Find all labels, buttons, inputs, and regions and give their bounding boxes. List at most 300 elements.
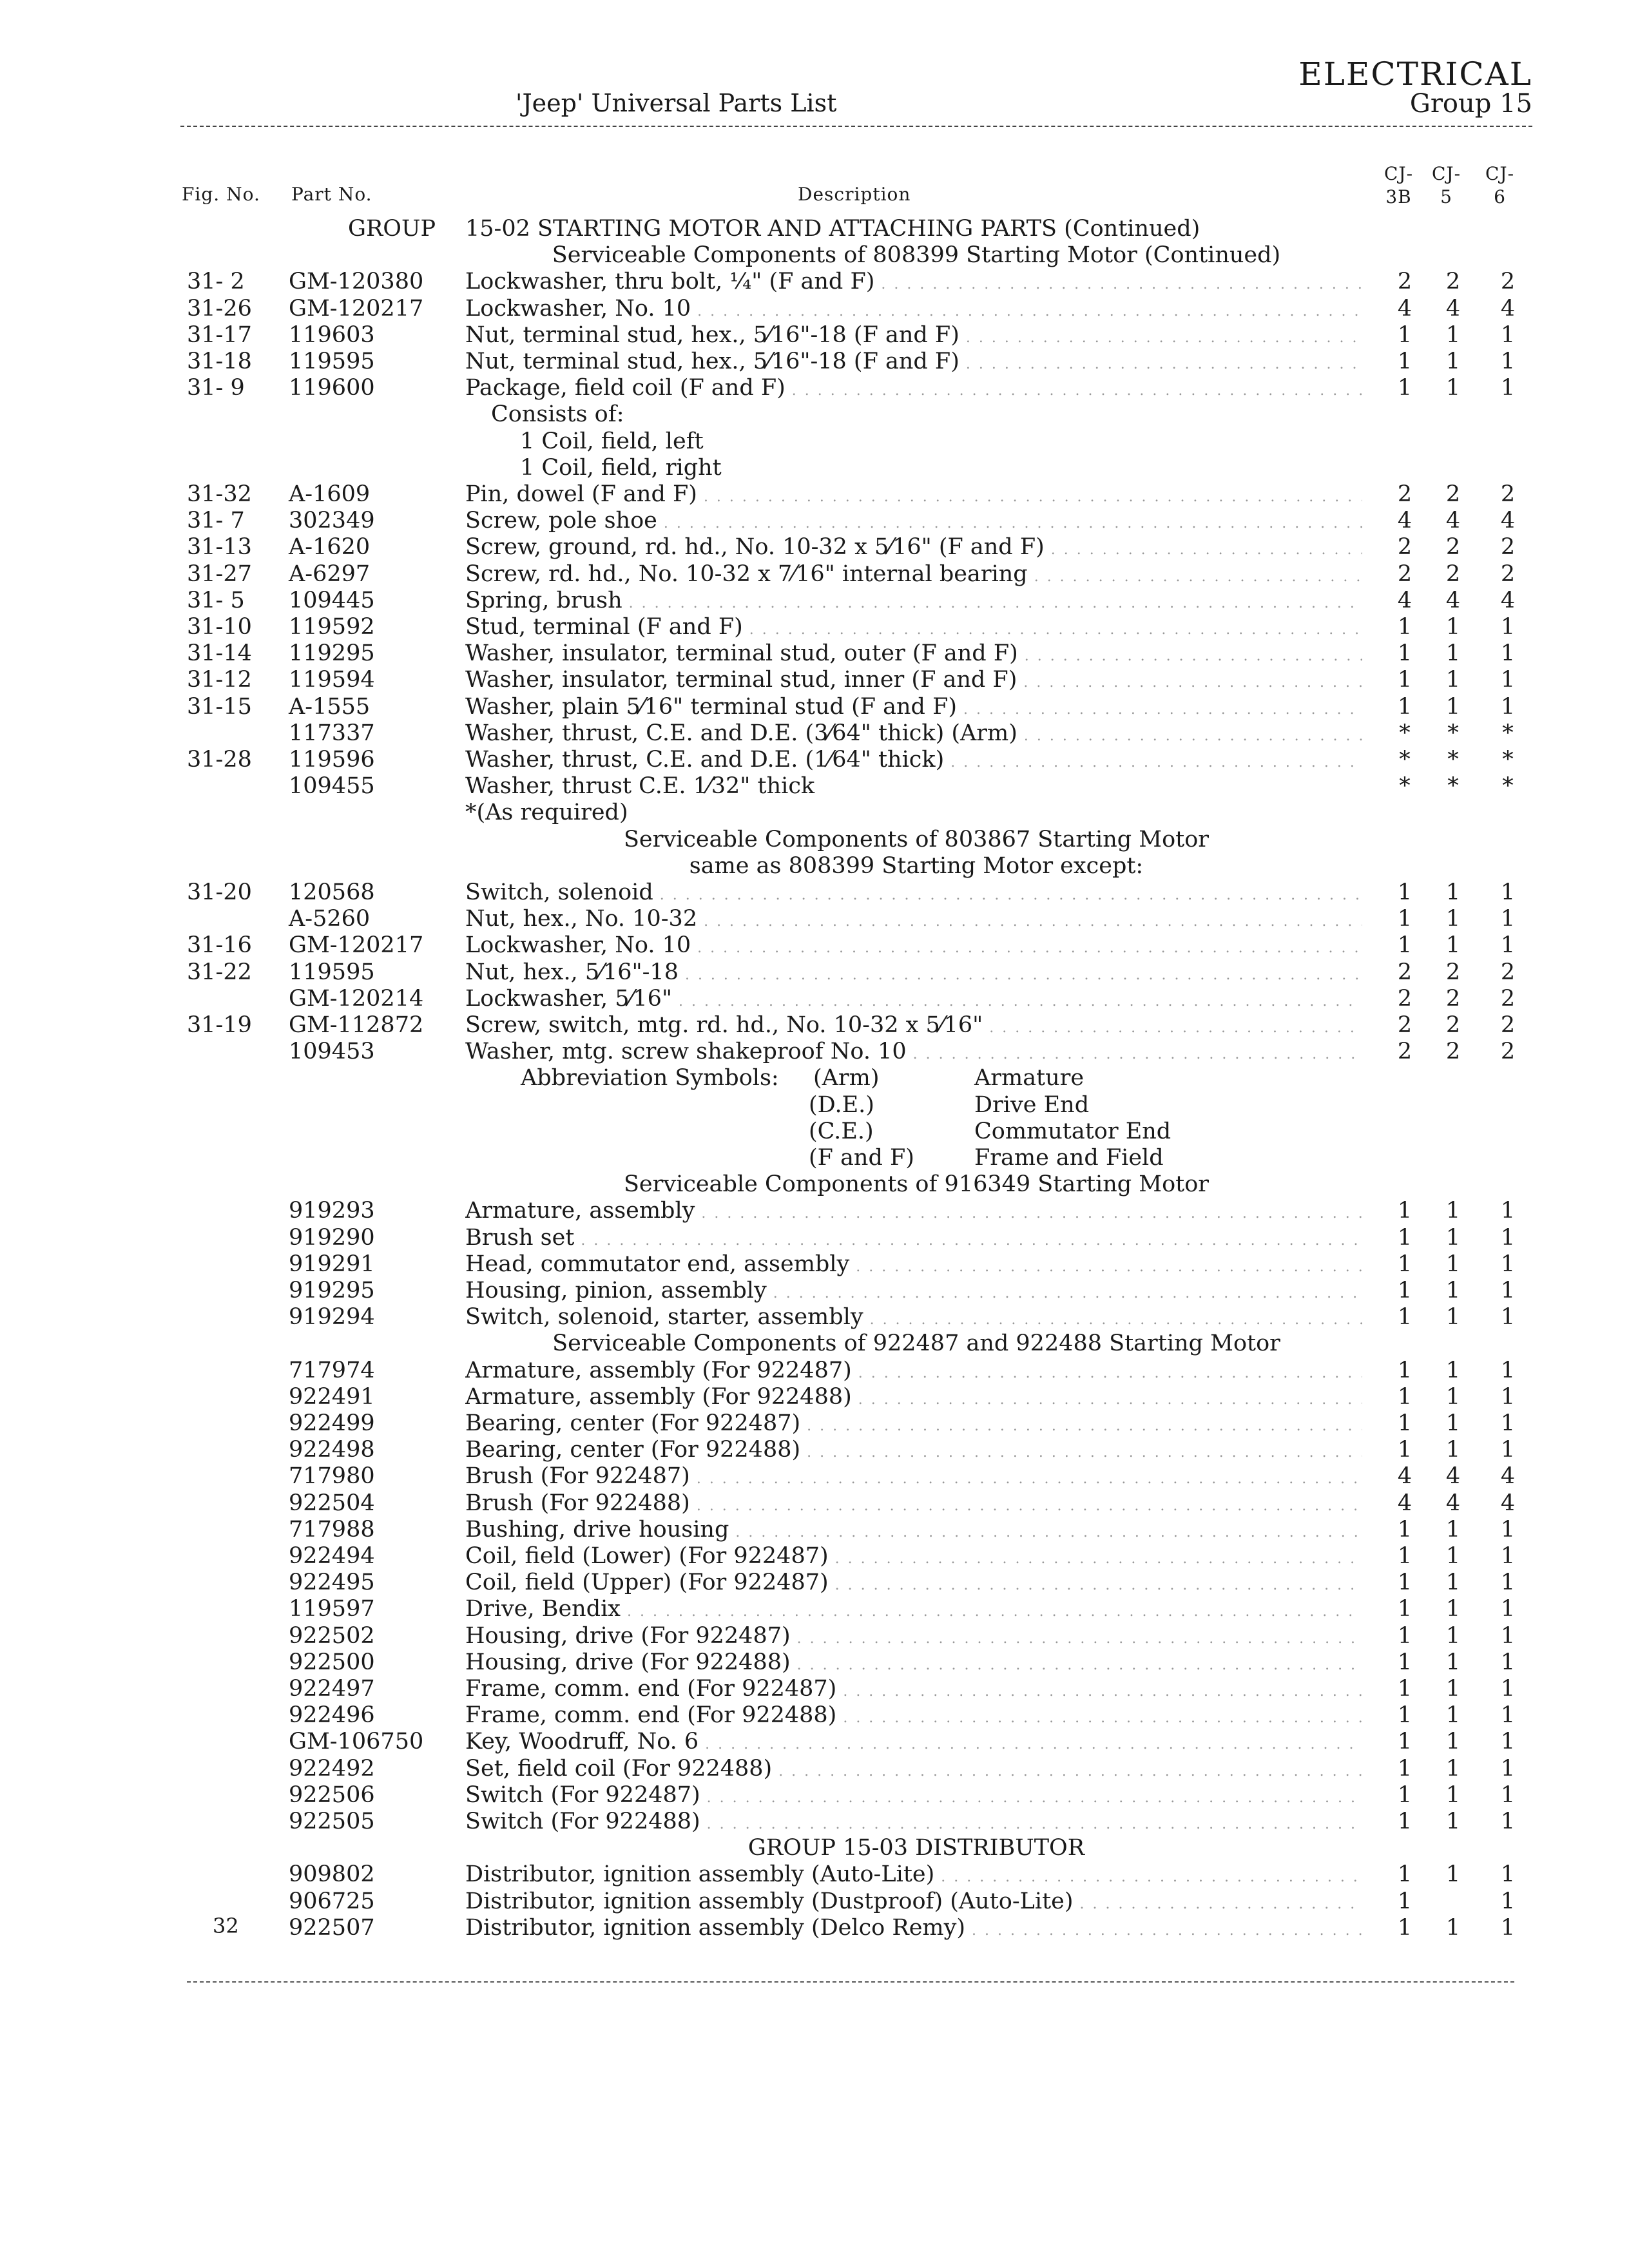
part-description: Washer, thrust, C.E. and D.E. (1⁄64" thick) . . .: [465, 747, 1362, 776]
part-description: Package, field coil (F and F) . . .: [465, 375, 1362, 404]
quantity-cj3b: 1: [1397, 1570, 1412, 1596]
quantity-cj6: *: [1502, 720, 1514, 746]
part-description: 1 Coil, field, right: [520, 454, 722, 481]
fig-number: 31-18: [187, 349, 252, 374]
part-number: 922496: [289, 1702, 375, 1729]
table-row: [0, 720, 1629, 746]
part-description: Washer, plain 5⁄16" terminal stud (F and F) . . .: [465, 694, 1362, 723]
part-description: Armature, assembly . . .: [465, 1198, 1362, 1227]
quantity-cj3b: 1: [1397, 932, 1412, 959]
part-number: 119596: [289, 747, 375, 773]
quantity-cj3b: 1: [1397, 879, 1412, 905]
part-number: 119594: [289, 667, 375, 693]
quantity-cj6: 1: [1500, 1782, 1516, 1808]
quantity-cj6: 1: [1500, 1251, 1516, 1277]
description-note: [0, 455, 1629, 481]
quantity-cj5: 1: [1445, 1357, 1461, 1383]
part-number: 119600: [289, 375, 375, 401]
quantity-cj3b: 2: [1397, 534, 1412, 561]
table-row: [0, 534, 1629, 560]
part-description: Lockwasher, 5⁄16" . . .: [465, 986, 1362, 1015]
description-note: [0, 428, 1629, 454]
quantity-cj6: 1: [1500, 640, 1516, 667]
quantity-cj3b: 1: [1397, 1914, 1412, 1941]
quantity-cj5: 1: [1445, 1543, 1461, 1569]
part-number: 909802: [289, 1861, 375, 1888]
quantity-cj5: *: [1447, 720, 1459, 746]
fig-number: 31- 2: [187, 269, 245, 295]
quantity-cj6: 1: [1500, 1224, 1516, 1251]
table-row: [0, 1756, 1629, 1782]
table-row: [0, 1649, 1629, 1675]
part-description: Lockwasher, thru bolt, ¼" (F and F) . . .: [465, 269, 1362, 298]
table-row: [0, 349, 1629, 374]
table-row: [0, 1888, 1629, 1914]
table-row: [0, 1596, 1629, 1622]
quantity-cj6: 2: [1500, 985, 1516, 1012]
table-row: [0, 322, 1629, 348]
part-number: A-6297: [289, 561, 371, 587]
part-description: Drive, Bendix . . .: [465, 1596, 1362, 1625]
part-description: Serviceable Components of 803867 Starting Motor: [623, 826, 1210, 852]
column-part-no: Part No.: [291, 184, 372, 205]
table-row: [0, 640, 1629, 666]
part-description: Head, commutator end, assembly . . .: [465, 1251, 1362, 1280]
table-row: [0, 375, 1629, 401]
quantity-cj6: *: [1502, 747, 1514, 773]
quantity-cj3b: *: [1399, 773, 1411, 800]
part-number: 922495: [289, 1570, 375, 1596]
quantity-cj3b: 1: [1397, 1410, 1412, 1436]
quantity-cj6: 2: [1500, 1012, 1516, 1038]
part-description: Lockwasher, No. 10 . . .: [465, 932, 1362, 961]
part-number: GROUP: [348, 216, 436, 242]
table-row: [0, 1517, 1629, 1542]
quantity-cj3b: *: [1399, 720, 1411, 746]
quantity-cj6: 1: [1500, 1702, 1516, 1729]
column-cj3b: CJ- 3B: [1384, 163, 1414, 207]
part-description: Lockwasher, No. 10 . . .: [465, 296, 1362, 325]
table-row: [0, 1543, 1629, 1569]
quantity-cj3b: 1: [1397, 1543, 1412, 1569]
part-description: Serviceable Components of 916349 Starting Motor: [623, 1171, 1210, 1198]
quantity-cj6: 2: [1500, 534, 1516, 561]
quantity-cj5: 4: [1445, 295, 1461, 322]
part-number: 109445: [289, 587, 375, 613]
quantity-cj6: 4: [1500, 1463, 1516, 1490]
part-number: 922497: [289, 1676, 375, 1702]
section-heading: [0, 1171, 1629, 1197]
table-row: [0, 1384, 1629, 1410]
quantity-cj6: 1: [1500, 693, 1516, 720]
table-row: [0, 1437, 1629, 1463]
quantity-cj6: 1: [1500, 1861, 1516, 1888]
quantity-cj6: 1: [1500, 1649, 1516, 1675]
footer-divider: [187, 1981, 1514, 1983]
quantity-cj3b: 1: [1397, 1251, 1412, 1277]
quantity-cj5: 1: [1445, 640, 1461, 667]
table-row: [0, 1623, 1629, 1649]
quantity-cj3b: 1: [1397, 906, 1412, 932]
quantity-cj5: 1: [1445, 906, 1461, 932]
quantity-cj5: 1: [1445, 375, 1461, 401]
quantity-cj3b: 1: [1397, 640, 1412, 667]
document-title: 'Jeep' Universal Parts List: [516, 89, 837, 117]
part-description: Housing, drive (For 922488) . . .: [465, 1649, 1362, 1678]
part-number: 919290: [289, 1224, 375, 1251]
quantity-cj5: 1: [1445, 1861, 1461, 1888]
part-description: Set, field coil (For 922488) . . .: [465, 1756, 1362, 1785]
part-description: Brush set . . .: [465, 1225, 1362, 1254]
part-number: 922506: [289, 1782, 375, 1808]
quantity-cj5: 1: [1445, 349, 1461, 374]
part-description: *(As required): [465, 800, 628, 826]
quantity-cj6: 1: [1500, 667, 1516, 693]
part-number: GM-120217: [289, 932, 424, 959]
part-number: 717980: [289, 1463, 375, 1490]
quantity-cj3b: 2: [1397, 985, 1412, 1012]
quantity-cj5: 2: [1445, 985, 1461, 1012]
table-row: [0, 1782, 1629, 1808]
part-description: Frame, comm. end (For 922488) . . .: [465, 1702, 1362, 1731]
part-number: 922492: [289, 1755, 375, 1782]
part-number: 119595: [289, 349, 375, 374]
quantity-cj6: 1: [1500, 1543, 1516, 1569]
part-description: Nut, terminal stud, hex., 5⁄16"-18 (F and F) . . .: [465, 349, 1362, 378]
quantity-cj5: 1: [1445, 932, 1461, 959]
quantity-cj5: 1: [1445, 1383, 1461, 1410]
part-description: Bushing, drive housing . . .: [465, 1517, 1362, 1546]
quantity-cj3b: 1: [1397, 1516, 1412, 1542]
quantity-cj5: 4: [1445, 508, 1461, 534]
part-number: GM-112872: [289, 1012, 424, 1038]
quantity-cj6: 4: [1500, 508, 1516, 534]
quantity-cj3b: 2: [1397, 269, 1412, 295]
part-description: 1 Coil, field, left: [520, 428, 704, 454]
quantity-cj5: 2: [1445, 481, 1461, 507]
quantity-cj6: 4: [1500, 587, 1516, 613]
quantity-cj6: 1: [1500, 1888, 1516, 1914]
quantity-cj3b: 1: [1397, 693, 1412, 720]
quantity-cj3b: 1: [1397, 375, 1412, 401]
header-divider: [180, 126, 1532, 127]
quantity-cj6: 1: [1500, 1914, 1516, 1941]
quantity-cj3b: 1: [1397, 1224, 1412, 1251]
fig-number: 31-16: [187, 932, 252, 959]
quantity-cj6: 1: [1500, 1570, 1516, 1596]
fig-number: 31-12: [187, 667, 252, 693]
part-description: Housing, drive (For 922487) . . .: [465, 1623, 1362, 1652]
fig-number: 31-14: [187, 640, 252, 667]
part-description: Bearing, center (For 922487) . . .: [465, 1410, 1362, 1439]
quantity-cj5: 1: [1445, 1755, 1461, 1782]
part-number: GM-106750: [289, 1729, 424, 1755]
abbreviation-symbol: (Arm): [813, 1065, 880, 1091]
table-row: [0, 906, 1629, 932]
quantity-cj5: 1: [1445, 1649, 1461, 1675]
quantity-cj3b: 2: [1397, 1012, 1412, 1038]
quantity-cj6: 1: [1500, 879, 1516, 905]
part-description: Pin, dowel (F and F) . . .: [465, 481, 1362, 510]
fig-number: 31-32: [187, 481, 252, 507]
abbreviation-meaning: Armature: [974, 1065, 1084, 1091]
quantity-cj3b: 1: [1397, 1198, 1412, 1224]
quantity-cj5: 2: [1445, 1012, 1461, 1038]
part-description: Washer, mtg. screw shakeproof No. 10 . . .: [465, 1039, 1362, 1068]
quantity-cj6: 2: [1500, 959, 1516, 985]
part-number: 119295: [289, 640, 375, 667]
part-number: A-1609: [289, 481, 371, 507]
table-row: [0, 1729, 1629, 1754]
part-number: 119597: [289, 1596, 375, 1622]
fig-number: 31- 5: [187, 587, 245, 613]
table-row: [0, 1225, 1629, 1251]
quantity-cj3b: 1: [1397, 1729, 1412, 1755]
fig-number: 31-15: [187, 693, 252, 720]
abbreviation-symbol: (F and F): [809, 1145, 914, 1171]
part-number: 717974: [289, 1357, 375, 1383]
quantity-cj3b: 1: [1397, 349, 1412, 374]
abbreviation-meaning: Frame and Field: [974, 1145, 1164, 1171]
quantity-cj6: 2: [1500, 561, 1516, 587]
part-description: 15-02 STARTING MOTOR AND ATTACHING PARTS (Continued): [465, 216, 1200, 242]
quantity-cj5: 1: [1445, 879, 1461, 905]
part-description: Brush (For 922487) . . .: [465, 1463, 1362, 1492]
quantity-cj3b: 1: [1397, 1861, 1412, 1888]
quantity-cj5: 1: [1445, 1596, 1461, 1622]
part-description: Distributor, ignition assembly (Dustproof) (Auto-Lite) . . .: [465, 1888, 1362, 1917]
description-note: [0, 800, 1629, 825]
quantity-cj3b: 1: [1397, 1782, 1412, 1808]
quantity-cj6: 1: [1500, 1410, 1516, 1436]
quantity-cj3b: 1: [1397, 1596, 1412, 1622]
quantity-cj3b: 2: [1397, 959, 1412, 985]
abbreviation-label: Abbreviation Symbols:: [521, 1065, 779, 1091]
table-row: [0, 1251, 1629, 1277]
group-label: Group 15: [1409, 89, 1532, 119]
part-description: Screw, rd. hd., No. 10-32 x 7⁄16" internal bearing . . .: [465, 561, 1362, 590]
table-row: [0, 1702, 1629, 1728]
quantity-cj5: 1: [1445, 1914, 1461, 1941]
quantity-cj6: 1: [1500, 1516, 1516, 1542]
fig-number: 31-10: [187, 614, 252, 640]
table-row: [0, 747, 1629, 773]
part-description: Switch (For 922488) . . .: [465, 1809, 1362, 1838]
part-description: Frame, comm. end (For 922487) . . .: [465, 1676, 1362, 1705]
quantity-cj3b: 1: [1397, 1809, 1412, 1834]
quantity-cj3b: 4: [1397, 1463, 1412, 1490]
quantity-cj5: 2: [1445, 534, 1461, 561]
quantity-cj6: 1: [1500, 1357, 1516, 1383]
quantity-cj6: 2: [1500, 481, 1516, 507]
part-description: Bearing, center (For 922488) . . .: [465, 1437, 1362, 1466]
part-number: 922498: [289, 1437, 375, 1463]
quantity-cj5: 4: [1445, 587, 1461, 613]
quantity-cj6: 1: [1500, 614, 1516, 640]
part-description: Serviceable Components of 808399 Starting Motor (Continued): [552, 242, 1281, 269]
part-number: 922505: [289, 1809, 375, 1834]
quantity-cj5: 1: [1445, 1729, 1461, 1755]
quantity-cj5: 1: [1445, 1278, 1461, 1303]
part-number: 922507: [289, 1914, 375, 1941]
quantity-cj5: 1: [1445, 614, 1461, 640]
table-row: [0, 694, 1629, 720]
part-number: 119595: [289, 959, 375, 985]
part-description: Spring, brush . . .: [465, 588, 1362, 617]
quantity-cj3b: 1: [1397, 614, 1412, 640]
part-number: 922494: [289, 1543, 375, 1569]
quantity-cj6: 1: [1500, 932, 1516, 959]
part-description: Coil, field (Upper) (For 922487) . . .: [465, 1570, 1362, 1599]
quantity-cj3b: 1: [1397, 667, 1412, 693]
table-row: [0, 1676, 1629, 1702]
quantity-cj5: *: [1447, 747, 1459, 773]
quantity-cj5: 2: [1445, 959, 1461, 985]
part-number: 117337: [289, 720, 375, 746]
quantity-cj6: 1: [1500, 1198, 1516, 1224]
part-number: 120568: [289, 879, 375, 905]
quantity-cj5: 1: [1445, 1437, 1461, 1463]
part-description: Switch (For 922487) . . .: [465, 1782, 1362, 1811]
table-row: [0, 1915, 1629, 1941]
table-row: [0, 1278, 1629, 1303]
part-description: Nut, hex., No. 10-32 . . .: [465, 906, 1362, 935]
quantity-cj3b: 1: [1397, 1437, 1412, 1463]
part-description: Screw, ground, rd. hd., No. 10-32 x 5⁄16" (F and F) . . .: [465, 534, 1362, 563]
part-description: Distributor, ignition assembly (Delco Remy) . . .: [465, 1915, 1362, 1944]
quantity-cj6: 4: [1500, 1490, 1516, 1516]
section-heading: [0, 216, 1629, 242]
table-row: [0, 773, 1629, 799]
quantity-cj5: 1: [1445, 1570, 1461, 1596]
quantity-cj6: 2: [1500, 269, 1516, 295]
quantity-cj3b: 1: [1397, 1702, 1412, 1729]
quantity-cj5: 1: [1445, 1676, 1461, 1702]
quantity-cj5: 1: [1445, 1410, 1461, 1436]
part-number: 119603: [289, 322, 375, 348]
part-description: Screw, pole shoe . . .: [465, 508, 1362, 537]
fig-number: 31-22: [187, 959, 252, 985]
part-description: Stud, terminal (F and F) . . .: [465, 614, 1362, 643]
quantity-cj3b: 1: [1397, 1304, 1412, 1331]
part-number: 919293: [289, 1198, 375, 1224]
quantity-cj3b: 1: [1397, 1676, 1412, 1702]
table-row: [0, 959, 1629, 985]
section-heading: [0, 827, 1629, 852]
part-description: Consists of:: [491, 401, 624, 428]
section-title: ELECTRICAL: [1298, 55, 1532, 93]
part-description: Housing, pinion, assembly . . .: [465, 1278, 1362, 1307]
quantity-cj3b: 1: [1397, 1755, 1412, 1782]
table-row: [0, 1012, 1629, 1038]
table-row: [0, 1410, 1629, 1436]
part-description: Switch, solenoid, starter, assembly . . .: [465, 1304, 1362, 1333]
part-description: same as 808399 Starting Motor except:: [689, 852, 1144, 879]
table-row: [0, 481, 1629, 507]
fig-number: 31-20: [187, 879, 252, 905]
quantity-cj6: 1: [1500, 375, 1516, 401]
part-description: Washer, thrust, C.E. and D.E. (3⁄64" thick) (Arm) . . .: [465, 720, 1362, 749]
part-number: 119592: [289, 614, 375, 640]
quantity-cj5: 1: [1445, 1622, 1461, 1649]
part-description: Brush (For 922488) . . .: [465, 1490, 1362, 1519]
fig-number: 31-27: [187, 561, 252, 587]
fig-number: 31- 9: [187, 375, 245, 401]
quantity-cj6: 1: [1500, 1596, 1516, 1622]
fig-number: 31-13: [187, 534, 252, 561]
quantity-cj5: 1: [1445, 1304, 1461, 1331]
table-row: [0, 508, 1629, 533]
part-number: 922500: [289, 1649, 375, 1675]
quantity-cj5: 4: [1445, 1490, 1461, 1516]
table-row: [0, 1570, 1629, 1595]
quantity-cj3b: 1: [1397, 1649, 1412, 1675]
column-fig-no: Fig. No.: [182, 184, 260, 205]
quantity-cj3b: 1: [1397, 1888, 1412, 1914]
quantity-cj5: 1: [1445, 1224, 1461, 1251]
quantity-cj3b: 1: [1397, 1278, 1412, 1303]
quantity-cj6: 1: [1500, 349, 1516, 374]
abbreviation-meaning: Commutator End: [974, 1118, 1171, 1144]
quantity-cj6: 1: [1500, 1809, 1516, 1834]
table-row: [0, 588, 1629, 613]
table-row: [0, 1809, 1629, 1834]
quantity-cj5: 1: [1445, 693, 1461, 720]
column-description: Description: [798, 184, 911, 205]
fig-number: 31-19: [187, 1012, 252, 1038]
quantity-cj5: 1: [1445, 1251, 1461, 1277]
quantity-cj6: 1: [1500, 1622, 1516, 1649]
table-row: [0, 614, 1629, 640]
quantity-cj5: 2: [1445, 269, 1461, 295]
part-description: Switch, solenoid . . .: [465, 879, 1362, 908]
quantity-cj5: 4: [1445, 1463, 1461, 1490]
part-number: A-1555: [289, 693, 371, 720]
quantity-cj6: 1: [1500, 322, 1516, 348]
part-number: 922491: [289, 1383, 375, 1410]
quantity-cj5: 2: [1445, 561, 1461, 587]
fig-number: 31-28: [187, 747, 252, 773]
part-description: Nut, hex., 5⁄16"-18 . . .: [465, 959, 1362, 988]
table-row: [0, 1358, 1629, 1383]
quantity-cj5: 1: [1445, 1782, 1461, 1808]
part-number: 906725: [289, 1888, 375, 1914]
quantity-cj3b: 2: [1397, 481, 1412, 507]
quantity-cj3b: 4: [1397, 508, 1412, 534]
quantity-cj5: 1: [1445, 1809, 1461, 1834]
part-description: Washer, thrust C.E. 1⁄32" thick: [465, 773, 815, 800]
part-description: GROUP 15-03 DISTRIBUTOR: [747, 1835, 1085, 1861]
part-number: 302349: [289, 508, 375, 534]
part-number: 919294: [289, 1304, 375, 1331]
quantity-cj3b: *: [1399, 747, 1411, 773]
table-row: [0, 1861, 1629, 1887]
section-heading: [0, 242, 1629, 268]
page-number: 32: [213, 1914, 239, 1938]
part-description: Key, Woodruff, No. 6 . . .: [465, 1729, 1362, 1758]
quantity-cj6: 2: [1500, 1039, 1516, 1065]
abbreviation-meaning: Drive End: [974, 1091, 1090, 1118]
column-cj5: CJ- 5: [1432, 163, 1461, 207]
quantity-cj6: 1: [1500, 1278, 1516, 1303]
column-cj6: CJ- 6: [1485, 163, 1515, 207]
quantity-cj6: 1: [1500, 1437, 1516, 1463]
quantity-cj6: 1: [1500, 906, 1516, 932]
part-description: Armature, assembly (For 922487) . . .: [465, 1358, 1362, 1387]
quantity-cj5: 1: [1445, 1516, 1461, 1542]
table-row: [0, 986, 1629, 1012]
part-number: GM-120217: [289, 295, 424, 322]
